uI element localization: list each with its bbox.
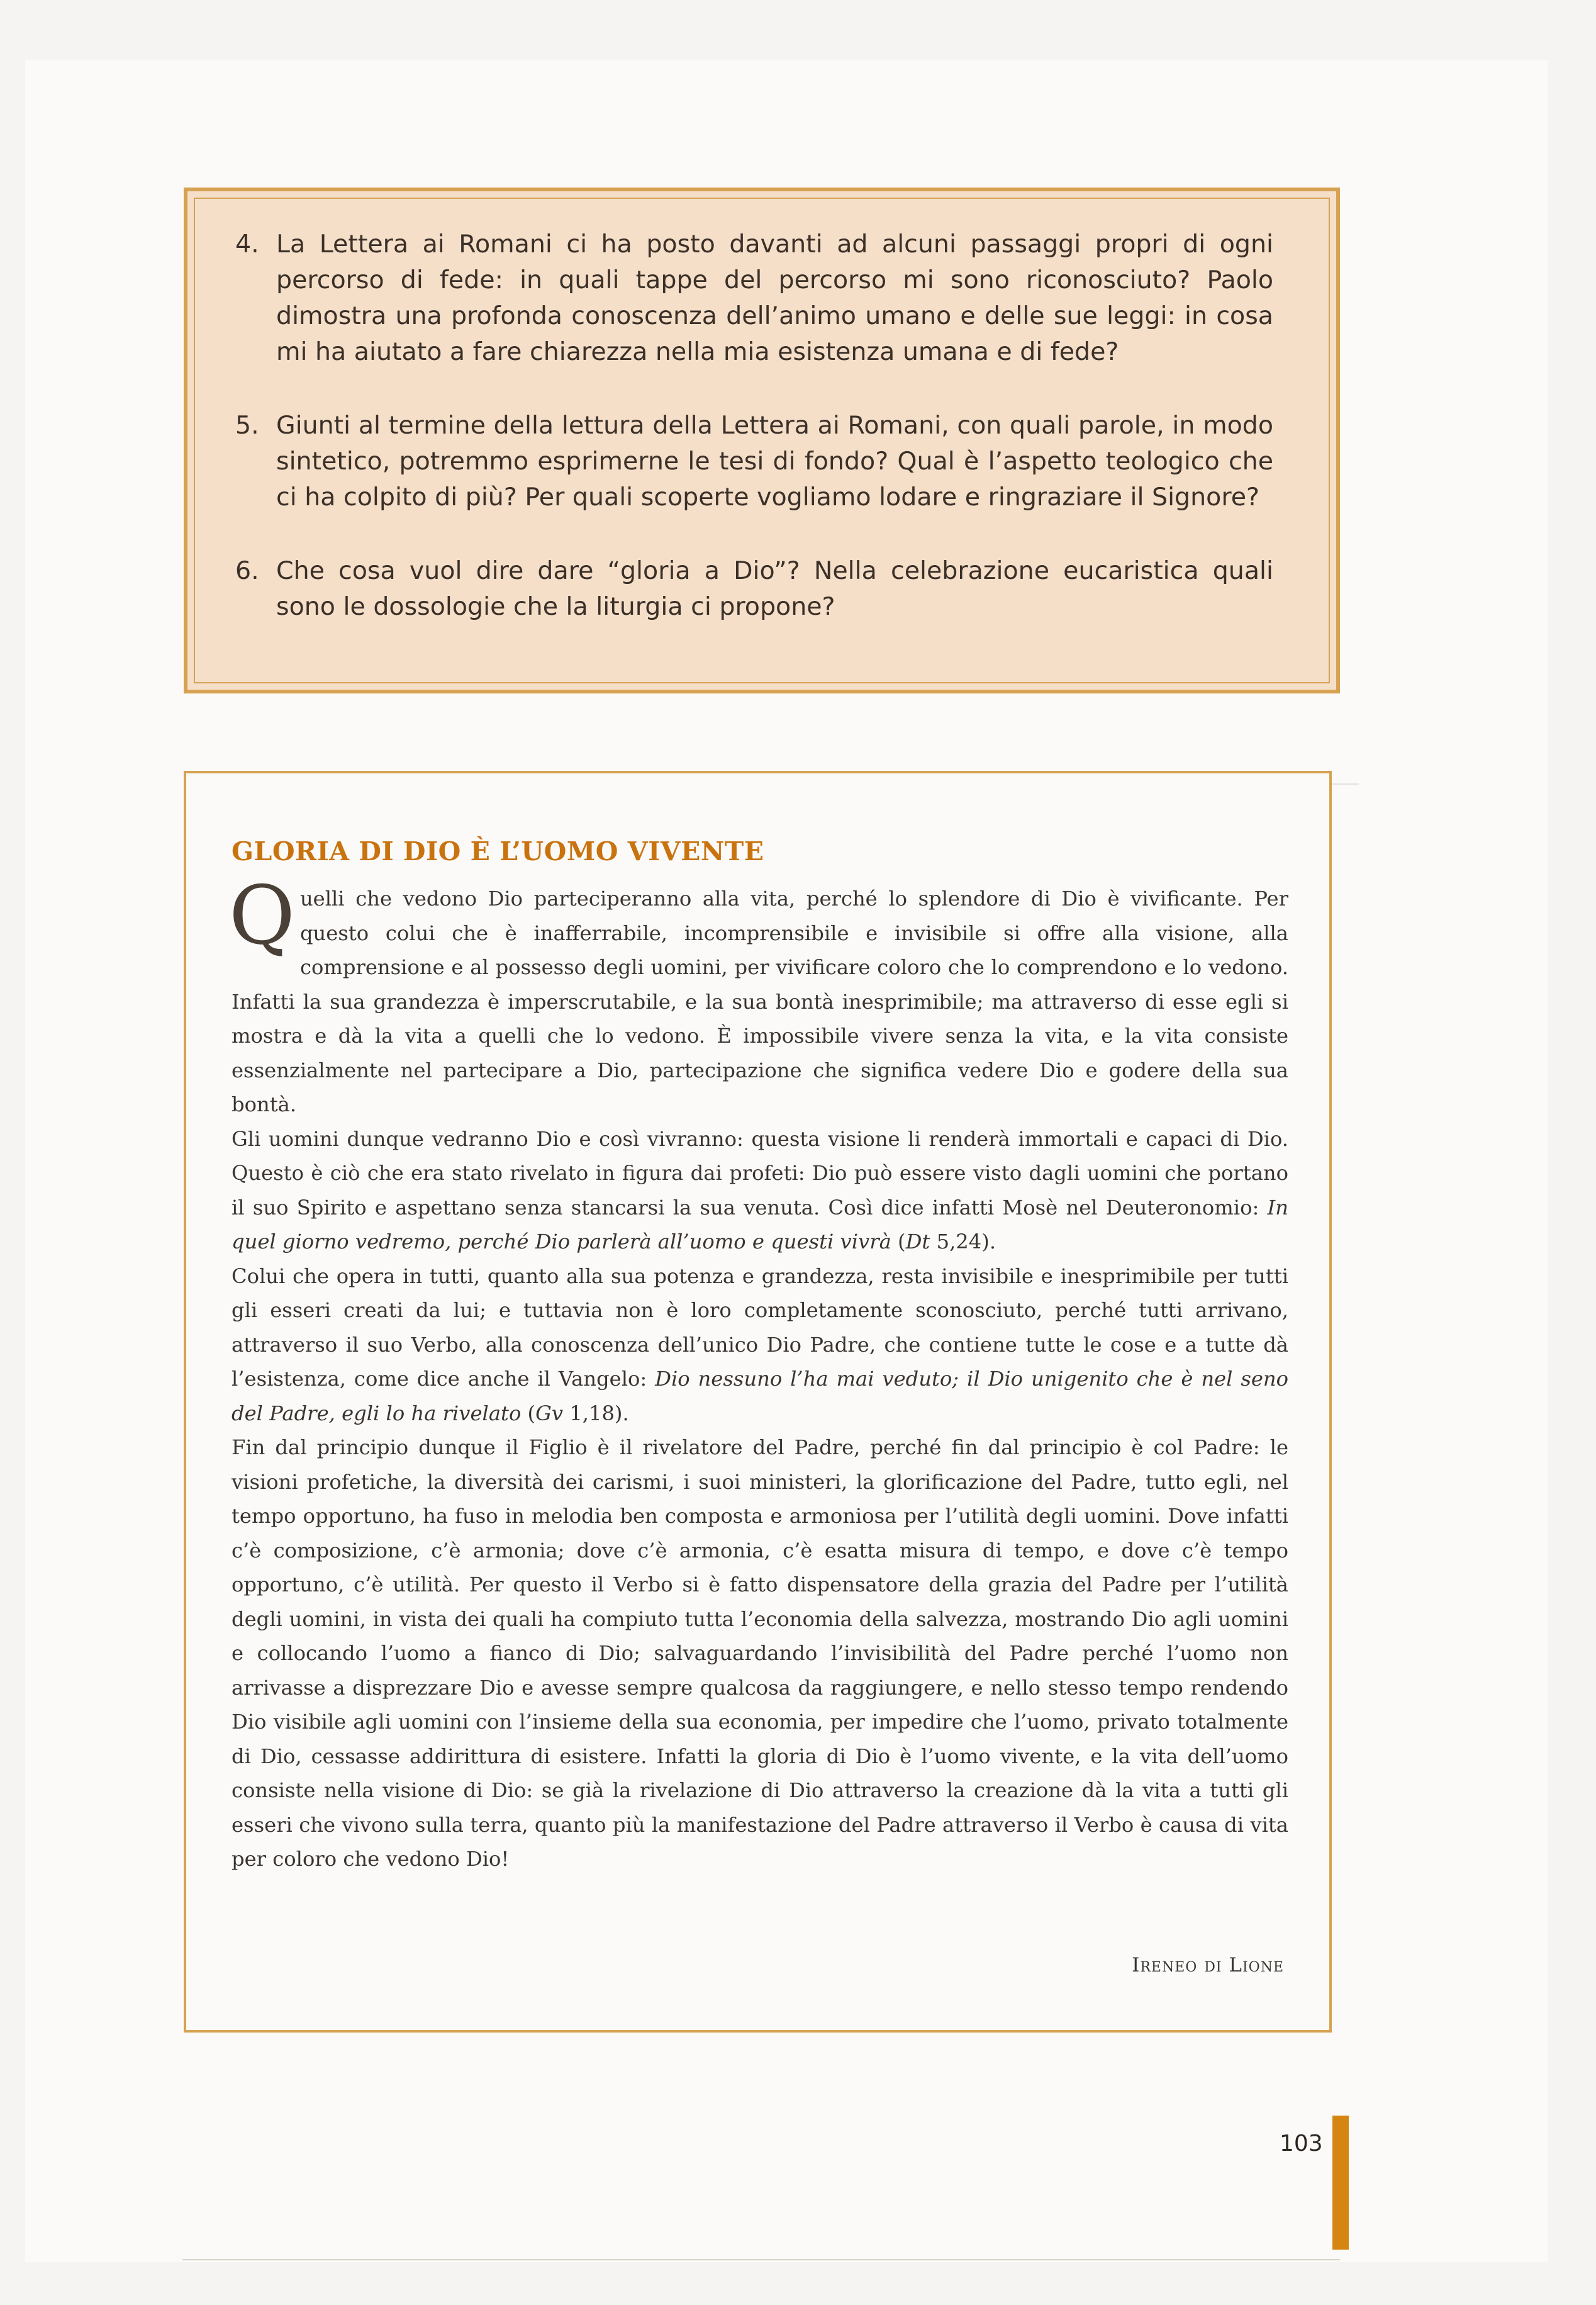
question-text: Giunti al termine della lettura della Lettera ai Romani, con quali parole, in modo sintetico, potremmo esprimerne le tesi di fondo? Qual è l’aspetto teologico che ci ha colpito di più? Per quali scoperte vogliamo lodare e ringraziare il Signore? [276, 411, 1273, 512]
quote-box [184, 771, 1332, 2033]
question-text: Che cosa vuol dire dare “gloria a Dio”? Nella celebrazione eucaristica quali sono le dossologie che la liturgia ci propone? [276, 556, 1273, 621]
bottom-rule [182, 2259, 1340, 2260]
quote-author: Ireneo di Lione [1132, 1954, 1284, 1977]
quote-paragraph [229, 869, 1288, 1122]
scripture-book: Dt [905, 1230, 930, 1253]
quote-paragraph-text: Gli uomini dunque vedranno Dio e così vivranno: questa visione li renderà immortali e capaci di Dio. Questo è ciò che era stato rivelato in figura dai profeti: Dio può essere visto dagli uomini che portano il suo Spirito e aspettano senza stancarsi la sua venuta. Così dice infatti Mosè nel Deuteronomio: [232, 1126, 1288, 1220]
question-item [235, 408, 1273, 515]
drop-cap: Q [229, 869, 295, 963]
page-number: 103 [1280, 2131, 1323, 2156]
quote-paragraph [232, 1122, 1288, 1259]
reference-punctuation: ( [891, 1230, 906, 1253]
scripture-reference: 5,24). [930, 1230, 996, 1253]
scripture-book: Gv [535, 1401, 564, 1425]
question-number: 4. [235, 230, 259, 259]
reference-punctuation: ( [521, 1401, 536, 1425]
page-accent-bar [1332, 2116, 1349, 2250]
quote-paragraph [232, 1259, 1288, 1431]
quote-paragraph-text: Fin dal principio dunque il Figlio è il rivelatore del Padre, perché fin dal principio è col Padre: le visioni profetiche, la diversità dei carismi, i suoi ministeri, la glorificazione del Padre, tutto egli, nel tempo opportuno, ha fuso in melodia ben composta e armoniosa per l’utilità degli uomini. Dove infatti c’è composizione, c’è armonia; dove c’è armonia, c’è esatta misura di tempo, e dove c’è tempo opportuno, c’è utilità. Per questo il Verbo si è fatto dispensatore della grazia del Padre per l’utilità degli uomini, in vista dei quali ha compiuto tutta l’economia della salvezza, mostrando Dio agli uomini e collocando l’uomo a fianco di Dio; salvaguardando l’invisibilità del Padre perché l’uomo non arrivasse a disprezzare Dio e avesse sempre qualcosa da raggiungere, e nello stesso tempo rendendo Dio visibile agli uomini con l’insieme della sua economia, per impedire che l’uomo, privato totalmente di Dio, cessasse addirittura di esistere. Infatti la gloria di Dio è l’uomo vivente, e la vita dell’uomo consiste nella visione di Dio: se già la rivelazione di Dio attraverso la creazione dà la vita a tutti gli esseri che vivono sulla terra, quanto più la manifestazione del Padre attraverso il Verbo è causa di vita per coloro che vedono Dio! [232, 1435, 1288, 1871]
quote-paragraph-text: uelli che vedono Dio parteciperanno alla vita, perché lo splendore di Dio è vivificante. Per questo colui che è inafferrabile, incomprensibile e invisibile si offre alla visione, alla comprensione e al possesso degli uomini, per vivificare coloro che lo comprendono e lo vedono. Infatti la sua grandezza è imperscrutabile, e la sua bontà inesprimibile; ma attraverso di esse egli si mostra e dà la vita a quelli che lo vedono. È impossibile vivere senza la vita, e la vita consiste essenzialmente nel partecipare a Dio, partecipazione che significa vedere Dio e godere della sua bontà. [232, 887, 1288, 1116]
quote-paragraph-text: Colui che opera in tutti, quanto alla sua potenza e grandezza, resta invisibile e inesprimibile per tutti gli esseri creati da lui; e tuttavia non è loro completamente sconosciuto, perché tutti arrivano, attraverso il suo Verbo, alla conoscenza dell’unico Dio Padre, che contiene tutte le cose e a tutte dà l’esistenza, come dice anche il Vangelo: [232, 1264, 1288, 1391]
question-number: 6. [235, 556, 259, 585]
question-text: La Lettera ai Romani ci ha posto davanti ad alcuni passaggi propri di ogni percorso di fede: in quali tappe del percorso mi sono riconosciuto? Paolo dimostra una profonda conoscenza dell’animo umano e delle sue leggi: in cosa mi ha aiutato a fare chiarezza nella mia esistenza umana e di fede? [276, 230, 1273, 366]
question-item [235, 227, 1273, 370]
reflection-questions-box [184, 188, 1340, 693]
quote-paragraph [232, 1430, 1288, 1876]
scripture-reference: 1,18). [563, 1401, 629, 1425]
scripture-quote: Dio nessuno l’ha mai veduto; il Dio unigenito che è nel seno del Padre, egli lo ha rivelato [232, 1367, 1288, 1425]
question-number: 5. [235, 411, 259, 440]
questions-list [235, 227, 1273, 625]
quote-title: GLORIA DI DIO È L’UOMO VIVENTE [232, 836, 764, 866]
scripture-quote: In quel giorno vedremo, perché Dio parlerà all’uomo e questi vivrà [232, 1195, 1288, 1253]
question-item [235, 553, 1273, 625]
quote-body [229, 869, 1288, 1876]
